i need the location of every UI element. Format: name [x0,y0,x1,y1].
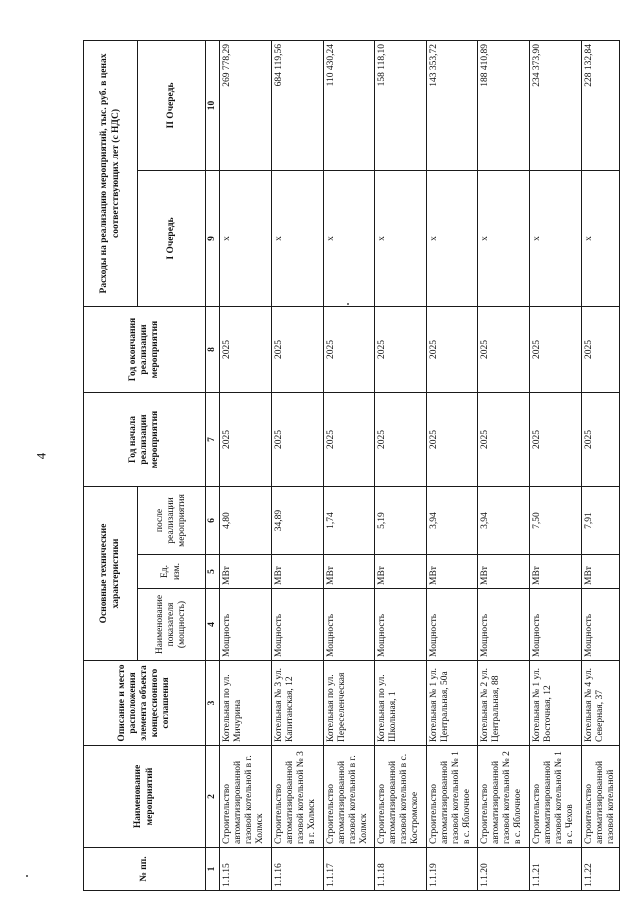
row-stage-1: х [478,171,530,307]
column-number: 2 [206,746,220,848]
row-year-end: 2025 [375,307,427,393]
row-after: 34,89 [272,487,324,555]
row-after: 7,50 [530,487,582,555]
header-description: Описание и место расположения элемента объекта концессионного соглашения [84,661,206,746]
page-number: 4 [33,452,49,460]
row-indicator: Мощность [324,589,375,661]
column-number-row [206,40,220,890]
table-row [220,40,272,890]
row-after: 5,19 [375,487,427,555]
row-description: Котельная по ул. Школьная, 1 [375,661,427,746]
table-row [272,40,324,890]
table-row [324,40,375,890]
row-name: Строительство автоматизированной газовой котельной в с. Костромское [375,746,427,848]
row-name: Строительство автоматизированной газовой котельной № 1 в с. Яблочное [427,746,478,848]
row-description: Котельная № 2 ул. Центральная, 88 [478,661,530,746]
row-stage-2: 228 132,84 [582,40,620,170]
row-num: 1.1.22 [582,848,620,891]
row-indicator: Мощность [272,589,324,661]
row-name: Строительство автоматизированной газовой котельной в г. Холмск [324,746,375,848]
row-after: 4,80 [220,487,272,555]
row-name: Строительство автоматизированной газовой котельной № 1 в с. Чехов [530,746,582,848]
row-indicator: Мощность [582,589,620,661]
row-year-end: 2025 [478,307,530,393]
row-description: Котельная № 1 ул. Центральная, 50а [427,661,478,746]
header-name: Наименование мероприятий [84,746,206,848]
row-stage-1: х [427,171,478,307]
column-number: 3 [206,661,220,746]
row-description: Котельная по ул. Мичурина [220,661,272,746]
header-tech: Основные технические характеристики [84,487,138,661]
row-num: 1.1.20 [478,848,530,891]
header-tech-after: после реализации мероприятия [138,487,206,555]
row-description: Котельная № 4 ул. Северная, 37 [582,661,620,746]
table-row [478,40,530,890]
row-stage-2: 234 373,90 [530,40,582,170]
row-stage-2: 158 118,10 [375,40,427,170]
column-number: 1 [206,848,220,891]
header-year-end: Год окончания реализации мероприятия [84,307,206,393]
row-indicator: Мощность [375,589,427,661]
row-num: 1.1.18 [375,848,427,891]
row-unit: МВт [582,555,620,589]
row-unit: МВт [530,555,582,589]
header-tech-indicator: Наименование показателя (мощность) [138,589,206,661]
header-tech-unit: Ед. изм. [138,555,206,589]
row-stage-1: х [582,171,620,307]
row-indicator: Мощность [530,589,582,661]
row-after: 3,94 [478,487,530,555]
row-year-start: 2025 [582,393,620,487]
row-indicator: Мощность [220,589,272,661]
row-unit: МВт [427,555,478,589]
row-name: Строительство автоматизированной газовой котельной в г. Холмск [220,746,272,848]
row-year-end: 2025 [220,307,272,393]
row-stage-2: 684 119,56 [272,40,324,170]
row-unit: МВт [478,555,530,589]
row-name: Строительство автоматизированной газовой котельной № 2 в с. Яблочное [478,746,530,848]
row-stage-1: х [530,171,582,307]
header-stage-1: I Очередь [138,171,206,307]
table-row [375,40,427,890]
row-description: Котельная № 1 ул. Восточная, 12 [530,661,582,746]
header-costs: Расходы на реализацию мероприятий, тыс. руб. в ценах соответствующих лет (с НДС) [84,40,138,306]
row-year-start: 2025 [530,393,582,487]
header-num: № пп. [84,848,206,891]
row-year-end: 2025 [582,307,620,393]
scan-speck [26,875,28,877]
row-num: 1.1.21 [530,848,582,891]
row-after: 1,74 [324,487,375,555]
column-number: 10 [206,40,220,170]
row-stage-1: х [220,171,272,307]
row-num: 1.1.15 [220,848,272,891]
row-indicator: Мощность [427,589,478,661]
row-year-end: 2025 [427,307,478,393]
column-number: 5 [206,555,220,589]
row-description: Котельная № 3 ул. Капитанская, 12 [272,661,324,746]
row-year-start: 2025 [375,393,427,487]
table-row [582,40,620,890]
row-name: Строительство автоматизированной газовой котельной [582,746,620,848]
header-stage-2: II Очередь [138,40,206,170]
row-stage-2: 110 430,24 [324,40,375,170]
row-year-start: 2025 [220,393,272,487]
rotated-table-container [83,41,617,891]
table-row [427,40,478,890]
row-year-end: 2025 [272,307,324,393]
row-num: 1.1.17 [324,848,375,891]
row-year-end: 2025 [324,307,375,393]
measures-table [83,40,620,891]
row-year-start: 2025 [324,393,375,487]
row-stage-1: х [272,171,324,307]
row-stage-2: 188 410,89 [478,40,530,170]
row-stage-2: 143 353,72 [427,40,478,170]
row-after: 7,91 [582,487,620,555]
row-description: Котельная по ул. Переселенческая [324,661,375,746]
column-number: 9 [206,171,220,307]
row-unit: МВт [272,555,324,589]
row-stage-1: х [375,171,427,307]
row-stage-1: х [324,171,375,307]
column-number: 6 [206,487,220,555]
row-year-start: 2025 [272,393,324,487]
row-stage-2: 269 778,29 [220,40,272,170]
row-unit: МВт [375,555,427,589]
row-after: 3,94 [427,487,478,555]
column-number: 7 [206,393,220,487]
row-unit: МВт [220,555,272,589]
row-indicator: Мощность [478,589,530,661]
row-year-end: 2025 [530,307,582,393]
row-num: 1.1.19 [427,848,478,891]
row-name: Строительство автоматизированной газовой котельной № 3 в г. Холмск [272,746,324,848]
column-number: 8 [206,307,220,393]
row-year-start: 2025 [478,393,530,487]
header-year-start: Год начала реализации мероприятия [84,393,206,487]
table-row [530,40,582,890]
row-year-start: 2025 [427,393,478,487]
row-unit: МВт [324,555,375,589]
column-number: 4 [206,589,220,661]
row-num: 1.1.16 [272,848,324,891]
